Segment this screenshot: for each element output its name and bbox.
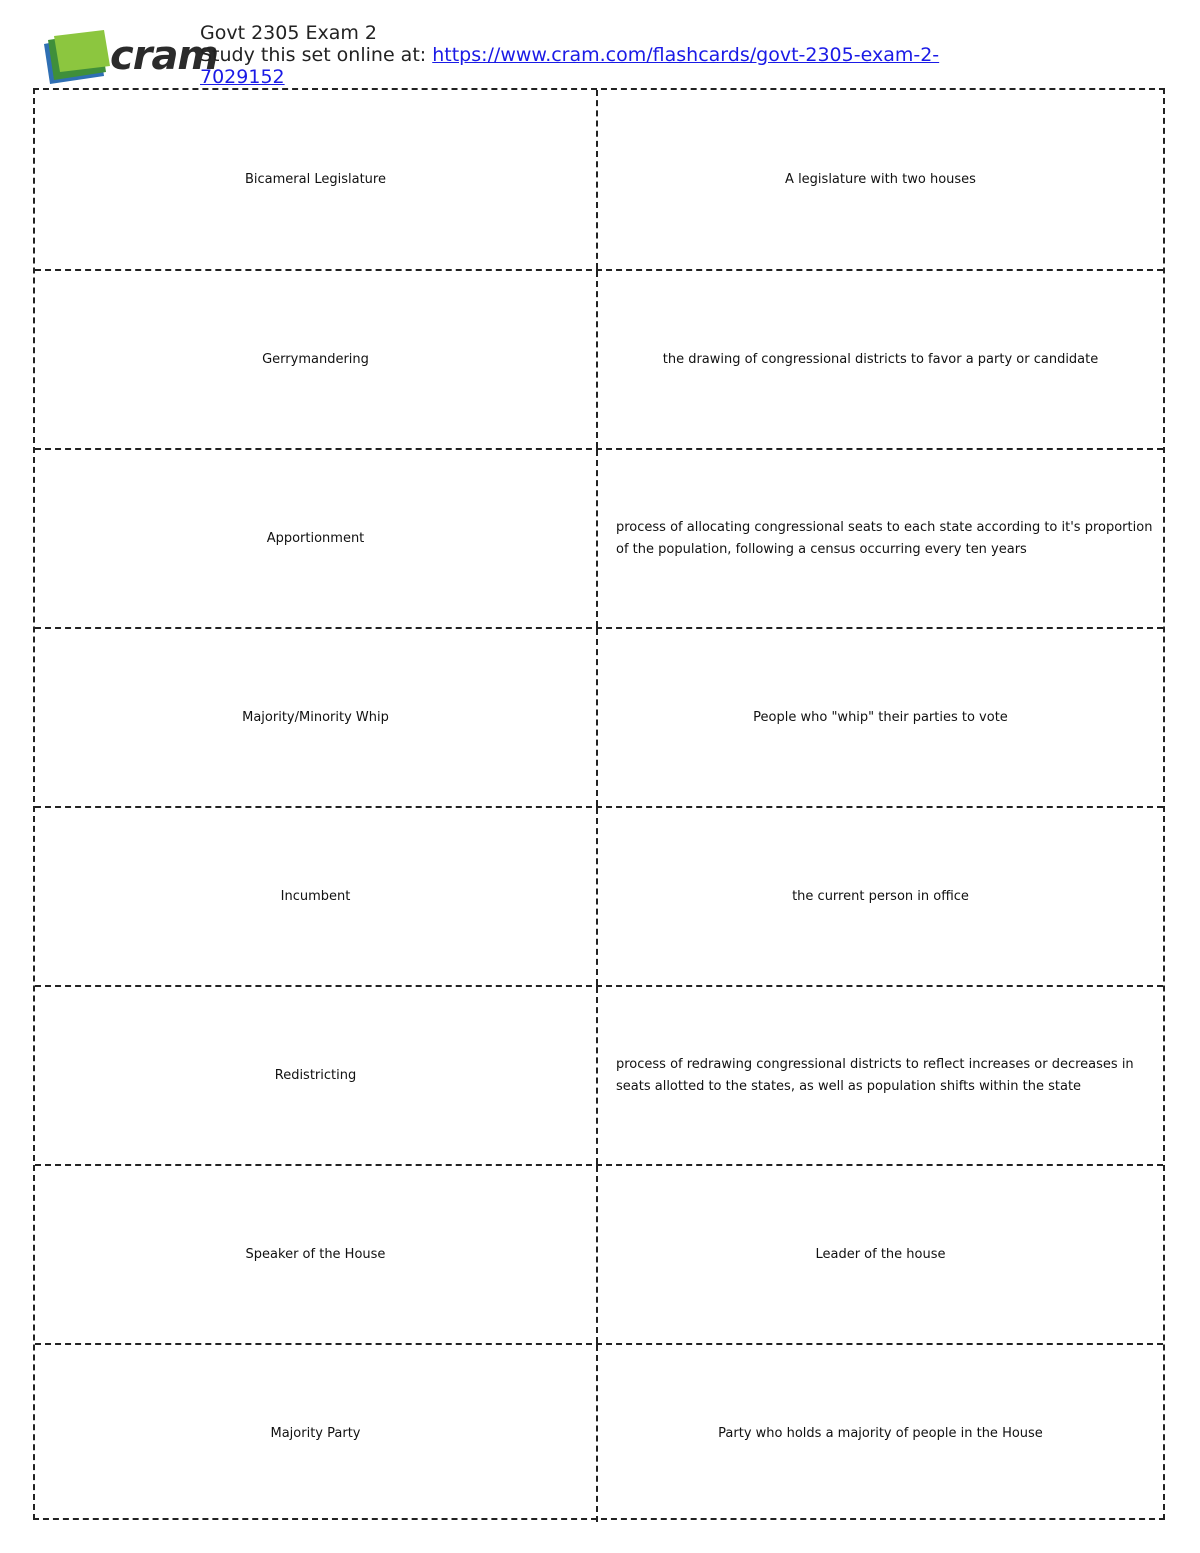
card-definition: the drawing of congressional districts to favor a party or candidate [662,351,1099,367]
card-term: Majority Party [35,1345,598,1522]
study-online-line [200,44,939,66]
card-term: Bicameral Legislature [35,90,598,269]
card-definition: Leader of the house [815,1246,946,1262]
card-definition: process of allocating congressional seats to each state according to it's proportion of the population, following a census occurring every ten years [616,519,1153,557]
page-header [40,20,1160,90]
card-definition: Party who holds a majority of people in the House [718,1425,1043,1441]
card-definition: A legislature with two houses [785,171,976,187]
card-term: Majority/Minority Whip [35,629,598,806]
card-term: Apportionment [35,450,598,627]
card-definition: process of redrawing congressional districts to reflect increases or decreases in seats allotted to the states, as well as population shifts within the state [616,1056,1134,1094]
flashcard-row [35,985,1163,1164]
card-term: Speaker of the House [35,1166,598,1343]
study-url-link-continued[interactable]: 7029152 [200,66,285,88]
card-definition: People who "whip" their parties to vote [753,709,1008,725]
cram-logo-icon [40,26,115,86]
flashcard-sheet [33,88,1165,1520]
flashcard-row [35,806,1163,985]
study-prefix: Study this set online at: [200,44,433,66]
logo-wordmark: cram [110,33,219,79]
flashcard-row [35,269,1163,448]
card-term: Redistricting [35,987,598,1164]
card-definition: the current person in office [792,888,969,904]
cram-logo [40,26,219,86]
card-term: Incumbent [35,808,598,985]
flashcard-row [35,627,1163,806]
flashcard-row [35,1164,1163,1343]
set-title: Govt 2305 Exam 2 [200,22,378,44]
header-text [200,22,939,88]
card-term: Gerrymandering [35,271,598,448]
flashcard-row [35,90,1163,269]
flashcard-row [35,448,1163,627]
flashcard-row [35,1343,1163,1522]
study-url-link[interactable]: https://www.cram.com/flashcards/govt-2305-exam-2- [432,44,940,66]
